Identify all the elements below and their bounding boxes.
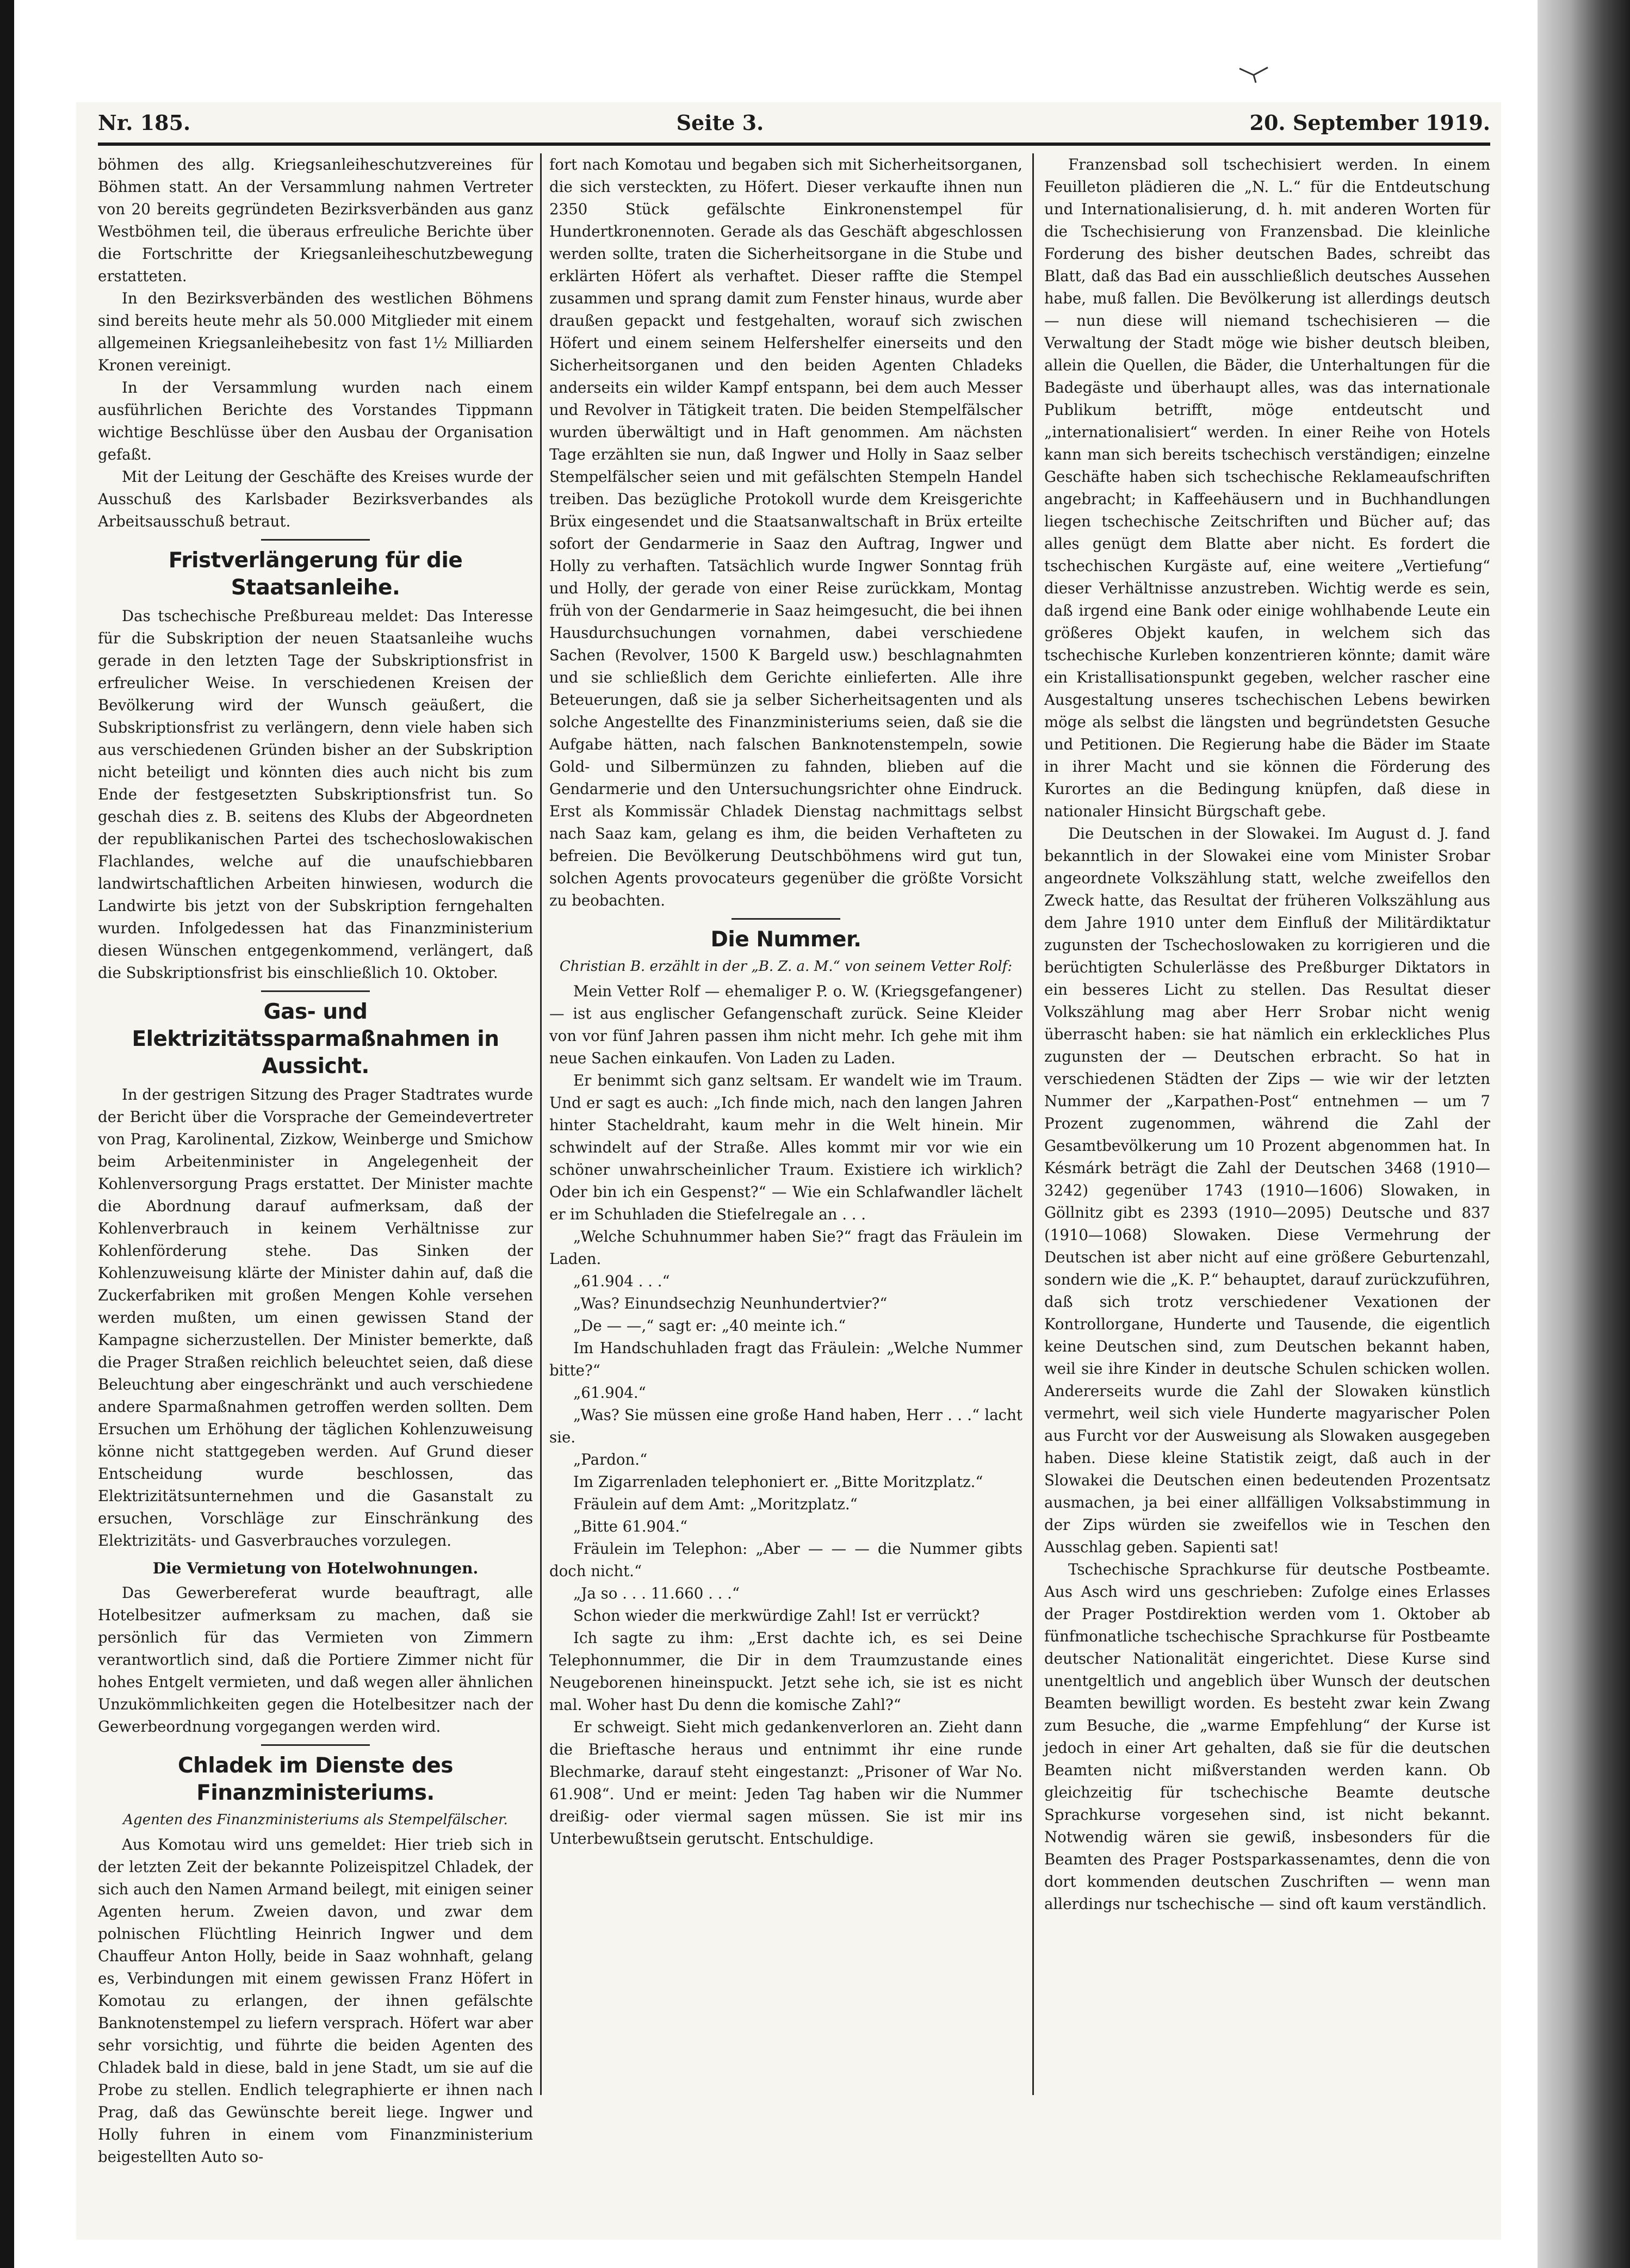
issue-date: 20. September 1919. (1249, 110, 1490, 135)
separator (261, 1744, 370, 1746)
paragraph: böhmen des allg. Kriegsanleiheschutzvereines für Böhmen statt. An der Versammlung nahmen Vertreter von 20 bereits gegründeten Bezirksverbänden aus ganz Westböhmen teil, die überaus erfreuliche Berichte über die Fortschritte der Kriegsanleiheschutzbewegung erstatteten. (98, 156, 533, 285)
article-subheading: Agenten des Finanzministeriums als Stempelfälscher. (123, 1812, 508, 1828)
paragraph: Im Handschuhladen fragt das Fräulein: „Welche Nummer bitte?“ (549, 1339, 1022, 1379)
paragraph: Fräulein auf dem Amt: „Moritzplatz.“ (573, 1495, 858, 1513)
paragraph: Tschechische Sprachkurse für deutsche Postbeamte. Aus Asch wird uns geschrieben: Zufolge eines Erlasses der Prager Postdirektion werden vom 1. Oktober ab fünfmonatliche tschechische Sprachkurse für Postbeamte deutscher Nationalität eingerichtet. Diese Kurse sind unentgeltlich und angeblich über Wunsch der deutschen Beamten bewilligt worden. Es besteht zwar kein Zwang zum Besuche, die „warme Empfehlung“ der Kurse ist jedoch in einer Art gehalten, daß sie für die deutschen Beamten nicht mißverstanden werden kann. Ob gleichzeitig für tschechische Beamte deutsche Sprachkurse vorgesehen sind, ist nicht bekannt. Notwendig wären sie gewiß, insbesonders für die Beamten des Prager Postsparkassenamtes, denn die von dort kommenden deutschen Zuschriften — wenn man allerdings nur tschechische — sind oft kaum verständlich. (1044, 1560, 1490, 1913)
paragraph: Ich sagte zu ihm: „Erst dachte ich, es sei Deine Telephonnummer, die Dir in dem Traumzustande eines Neugeborenen hineinspuckt. Jetzt sehe ich, sie ist es nicht mal. Woher hast Du denn die komische Zahl?“ (549, 1629, 1022, 1714)
paragraph: Das Gewerbereferat wurde beauftragt, alle Hotelbesitzer aufmerksam zu machen, daß sie persönlich für das Vermieten von Zimmern verantwortlich sind, daß die Portiere Zimmer nicht für hohes Entgelt vermieten, und daß wegen aller ähnlichen Unzukömmlichkeiten gegen die Hotelbesitzer nach der Gewerbeordnung vorgegangen werden wird. (98, 1584, 533, 1736)
paragraph: Er benimmt sich ganz seltsam. Er wandelt wie im Traum. Und er sagt es auch: „Ich finde mich, nach den langen Jahren hinter Stacheldraht, kaum mehr in die Welt hinein. Mir schwindelt auf der Straße. Alles kommt mir vor wie ein schöner unwahrscheinlicher Traum. Existiere ich wirklich? Oder bin ich ein Gespenst?“ — Wie ein Schlafwandler lächelt er im Schuhladen die Stiefelregale an . . . (549, 1071, 1022, 1223)
scan-edge-right (1538, 0, 1630, 2268)
paragraph: In der gestrigen Sitzung des Prager Stadtrates wurde der Bericht über die Vorsprache der Gemeindevertreter von Prag, Karolinental, Zizkow, Weinberge und Smichow beim Arbeitenminister in Angelegenheit der Kohlenversorgung Prags erstattet. Der Minister machte die Abordnung darauf aufmerksam, daß der Kohlenverbrauch in keinem Verhältnisse zur Kohlenförderung stehe. Das Sinken der Kohlenzuweisung klärte der Minister dahin auf, daß die Zuckerfabriken mit großen Mengen Kohle versehen werden mußten, um einen gewissen Stand der Kampagne sicherzustellen. Der Minister bemerkte, daß die Prager Straßen reichlich beleuchtet seien, daß diese Beleuchtung aber eingeschränkt und auch verschiedene andere Sparmaßnahmen getroffen werden sollten. Dem Ersuchen um Erhöhung der täglichen Kohlenzuweisung könne nicht stattgegeben werden. Auf Grund dieser Entscheidung wurde beschlossen, das Elektrizitätsunternehmen und die Gasanstalt zu ersuchen, Vorschläge zur Einschränkung des Elektrizitäts- und Gasverbrauches vorzulegen. (98, 1086, 533, 1550)
paragraph: „De — —,“ sagt er: „40 meinte ich.“ (573, 1317, 846, 1335)
paragraph: „Was? Einundsechzig Neunhundertvier?“ (573, 1294, 888, 1312)
paragraph: „61.904.“ (573, 1384, 646, 1402)
separator (732, 918, 840, 920)
scan-edge-left (0, 0, 14, 2268)
paragraph: Franzensbad soll tschechisiert werden. In einem Feuilleton plädieren die „N. L.“ für die Entdeutschung und Internationalisierung, d. h. mit anderen Worten für die Tschechisierung von Franzensbad. Die kleinliche Forderung des bisher deutschen Bades, schreibt das Blatt, daß das Bad ein ausschließlich deutsches Aussehen habe, muß fallen. Die Bevölkerung ist allerdings deutsch — nun diese will niemand tschechisieren — die Verwaltung der Stadt möge wie bisher deutsch bleiben, allein die Quellen, die Bäder, die Unterhaltungen für die Badegäste und überhaupt alles, was das internationale Publikum betrifft, möge entdeutscht und „internationalisiert“ werden. In einer Reihe von Hotels kann man sich bereits tschechisch verständigen; einzelne Geschäfte haben sich tschechische Reklameaufschriften angebracht; in Kaffeehäusern und in Buchhandlungen liegen tschechische Zeitschriften und Bücher auf; das alles genügt dem Blatte aber nicht. Es fordert die tschechischen Kurgäste auf, eine weitere „Vertiefung“ dieser Verhältnisse anzustreben. Wichtig werde es sein, daß irgend eine Bank oder einige wohlhabende Leute ein größeres Objekt kaufen, in welchem sich das tschechische Kurleben konzentrieren könnte; damit wäre ein Kristallisationspunkt gegeben, welcher rascher eine Ausgestaltung unseres tschechischen Lebens bewirken möge als selbst die längsten und begründetsten Gesuche und Petitionen. Die Regierung habe die Bäder im Staate in ihrer Macht und sie können die Förderung des Kurortes an die Bedingung knüpfen, daß diese in nationaler Hinsicht Bürgschaft gebe. (1044, 156, 1490, 820)
paragraph: Fräulein im Telephon: „Aber — — — die Nummer gibts doch nicht.“ (549, 1540, 1022, 1580)
article-subheading: Christian B. erzählt in der „B. Z. a. M.“ von seinem Vetter Rolf: (559, 958, 1013, 975)
page-number: Seite 3. (676, 110, 764, 135)
separator (261, 990, 370, 992)
section-subheading: Die Vermietung von Hotelwohnungen. (152, 1559, 479, 1577)
column-1 (98, 153, 533, 2166)
pen-mark-icon (1237, 63, 1270, 85)
paragraph: „61.904 . . .“ (573, 1272, 670, 1290)
paragraph: Er schweigt. Sieht mich gedankenverloren an. Zieht dann die Brieftasche heraus und entnimmt ihr eine runde Blechmarke, darauf steht eingestanzt: „Prisoner of War No. 61.908“. Und er meint: Jeden Tag haben wir die Nummer dreißig- oder viermal sagen müssen. Sie ist mir ins Unterbewußtsein gerutscht. Entschuldige. (549, 1718, 1022, 1848)
article-heading: Die Nummer. (710, 927, 862, 952)
paragraph: Mein Vetter Rolf — ehemaliger P. o. W. (Kriegsgefangener) — ist aus englischer Gefangenschaft zurück. Seine Kleider von vor fünf Jahren passen ihm nicht mehr. Ich gehe mit ihm neue Sachen einkaufen. Von Laden zu Laden. (549, 982, 1022, 1067)
paragraph: Die Deutschen in der Slowakei. Im August d. J. fand bekanntlich in der Slowakei eine vom Minister Srobar angeordnete Volkszählung statt, welche zweifellos den Zweck hatte, das Resultat der früheren Volkszählung aus dem Jahre 1910 unter dem Einfluß der Militärdiktatur zugunsten der Tschechoslowaken zu korrigieren und die berüchtigten Schulerlässe des Preßburger Diktators in ein besseres Licht zu stellen. Das Resultat dieser Volkszählung mag aber Herr Srobar nicht wenig überrascht haben: sie hat nämlich ein erkleckliches Plus zugunsten der — Deutschen erbracht. So hat in verschiedenen Städten der Zips — wie wir der letzten Nummer der „Karpathen-Post“ entnehmen — um 7 Prozent zugenommen, während die Zahl der Gesamtbevölkerung um 10 Prozent abgenommen hat. In Késmárk beträgt die Zahl der Deutschen 3468 (1910—3242) gegenüber 1743 (1910—1606) Slowaken, in Göllnitz gibt es 2393 (1910—2095) Deutsche und 837 (1910—1068) Slowaken. Diese Vermehrung der Deutschen ist aber nicht auf eine größere Geburtenzahl, sondern wie die „K. P.“ behauptet, darauf zurückzuführen, daß sich trotz verschiedener Vexationen der Kontrollorgane, Hunderte und Tausende, die eigentlich keine Deutschen sind, zum Deutschen bekannt haben, weil sie ihre Kinder in deutsche Schulen schicken wollen. Andererseits wurde die Zahl der Slowaken künstlich vermehrt, weil sich viele Hunderte magyarischer Polen aus Furcht vor der Ausweisung als Slowaken ausgegeben haben. Diese kleine Statistik zeigt, daß auch in der Slowakei die Deutschen einen bedeutenden Prozentsatz ausmachen, ja bei einer allfälligen Volksabstimmung in der Zips würden sie zweifellos wie in Teschen den Ausschlag geben. Sapienti sat! (1044, 825, 1490, 1556)
separator (261, 539, 370, 541)
article-heading: Chladek im Dienste des Finanzministeriums. (178, 1753, 453, 1805)
page-header (98, 103, 1490, 141)
paragraph: Im Zigarrenladen telephoniert er. „Bitte Moritzplatz.“ (573, 1473, 983, 1491)
paragraph: „Was? Sie müssen eine große Hand haben, Herr . . .“ lacht sie. (549, 1406, 1022, 1446)
paragraph: Aus Komotau wird uns gemeldet: Hier trieb sich in der letzten Zeit der bekannte Polizeispitzel Chladek, der sich auch den Namen Armand beilegt, mit einigen seiner Agenten herum. Zweien davon, und zwar dem polnischen Flüchtling Heinrich Ingwer und dem Chauffeur Anton Holly, beide in Saaz wohnhaft, gelang es, Verbindungen mit einem gewissen Franz Höfert in Komotau zu erlangen, der ihnen gefälschte Banknotenstempel zu liefern versprach. Höfert war aber sehr vorsichtig, und führte die beiden Agenten des Chladek bald in diese, bald in jene Stadt, um sie auf die Probe zu stellen. Endlich telegraphierte er ihnen nach Prag, daß das Gewünschte bereit liege. Ingwer und Holly fuhren in einem vom Finanzministerium beigestellten Auto so- (98, 1836, 533, 2166)
paragraph: In den Bezirksverbänden des westlichen Böhmens sind bereits heute mehr als 50.000 Mitglieder mit einem allgemeinen Kriegsanleihebesitz von fast 1½ Milliarden Kronen vereinigt. (98, 289, 533, 374)
paragraph: „Bitte 61.904.“ (573, 1517, 688, 1535)
paragraph: Das tschechische Preßbureau meldet: Das Interesse für die Subskription der neuen Staatsanleihe wuchs gerade in den letzten Tage der Subskriptionsfrist in erfreulicher Weise. In verschiedenen Kreisen der Bevölkerung wird der Wunsch geäußert, die Subskriptionsfrist zu verlängern, denn viele haben sich aus verschiedenen Gründen bisher an der Subskription nicht beteiligt und könnten dies auch nicht bis zum Ende der festgesetzten Subskriptionsfrist tun. So geschah dies z. B. seitens des Klubs der Abgeordneten der republikanischen Partei des tschechoslowakischen Flachlandes, welche auf die unaufschiebbaren landwirtschaftlichen Arbeiten hinwiesen, wodurch die Landwirte bis jetzt von der Subskription ferngehalten wurden. Infolgedessen hat das Finanzministerium diesen Wünschen entgegenkommend, verlängert, daß die Subskriptionsfrist bis einschließlich 10. Oktober. (98, 607, 533, 982)
column-rule-1 (540, 153, 542, 2095)
paragraph: Mit der Leitung der Geschäfte des Kreises wurde der Ausschuß des Karlsbader Bezirksverbandes als Arbeitsausschuß betraut. (98, 468, 533, 530)
paragraph: In der Versammlung wurden nach einem ausführlichen Berichte des Vorstandes Tippmann wichtige Beschlüsse über den Ausbau der Organisation gefaßt. (98, 379, 533, 463)
issue-number: Nr. 185. (98, 110, 191, 135)
header-rule (98, 142, 1490, 146)
paragraph: fort nach Komotau und begaben sich mit Sicherheitsorganen, die sich versteckten, zu Höfert. Dieser verkaufte ihnen nun 2350 Stück gefälschte Einkronenstempel für Hundertkronennoten. Gerade als das Geschäft abgeschlossen werden sollte, traten die Sicherheitsorgane in die Stube und erklärten Höfert als verhaftet. Dieser raffte die Stempel zusammen und sprang damit zum Fenster hinaus, wurde aber draußen gepackt und festgehalten, worauf sich zwischen Höfert und einem seinem Helfershelfer einerseits und den Sicherheitsorganen und den beiden Agenten Chladeks anderseits ein wilder Kampf entspann, bei dem auch Messer und Revolver in Tätigkeit traten. Die beiden Stempelfälscher wurden überwältigt und in Haft genommen. Am nächsten Tage erzählten sie nun, daß Ingwer und Holly in Saaz selber Stempelfälscher seien und mit gefälschten Stempeln Handel treiben. Das bezügliche Protokoll wurde dem Kreisgerichte Brüx eingesendet und die Staatsanwaltschaft in Brüx erteilte sofort der Gendarmerie in Saaz den Auftrag, Ingwer und Holly zu verhaften. Tatsächlich wurde Ingwer Sonntag früh und Holly, der gerade von einer Reise zurückkam, Montag früh von der Gendarmerie in Saaz heimgesucht, die bei ihnen Hausdurchsuchungen vornahmen, dabei verschiedene Sachen (Revolver, 1500 K Bargeld usw.) beschlagnahmten und sie schließlich dem Gerichte einlieferten. Alle ihre Beteuerungen, daß sie ja selber Sicherheitsagenten und als solche Angestellte des Finanzministeriums seien, daß sie die Aufgabe hätten, nach falschen Banknotenstempeln, sowie Gold- und Silbermünzen zu fahnden, blieben auf die Gendarmerie und den Untersuchungsrichter ohne Eindruck. Erst als Kommissär Chladek Dienstag nachmittags selbst nach Saaz kam, gelang es ihm, die beiden Verhafteten zu befreien. Die Bevölkerung Deutschböhmens wird gut tun, solchen Agents provocateurs gegenüber die größte Vorsicht zu beobachten. (549, 156, 1022, 909)
paragraph: „Pardon.“ (573, 1451, 648, 1468)
article-heading: Gas- und Elektrizitätssparmaßnahmen in Aussicht. (132, 1000, 499, 1079)
column-2 (549, 153, 1022, 2111)
paragraph: „Welche Schuhnummer haben Sie?“ fragt das Fräulein im Laden. (549, 1228, 1022, 1268)
paragraph: „Ja so . . . 11.660 . . .“ (573, 1584, 740, 1602)
paragraph: Schon wieder die merkwürdige Zahl! Ist er verrückt? (573, 1607, 980, 1625)
article-heading: Fristverlängerung für die Staatsanleihe. (168, 548, 463, 600)
column-rule-2 (1032, 153, 1034, 2095)
column-3 (1044, 153, 1490, 2111)
